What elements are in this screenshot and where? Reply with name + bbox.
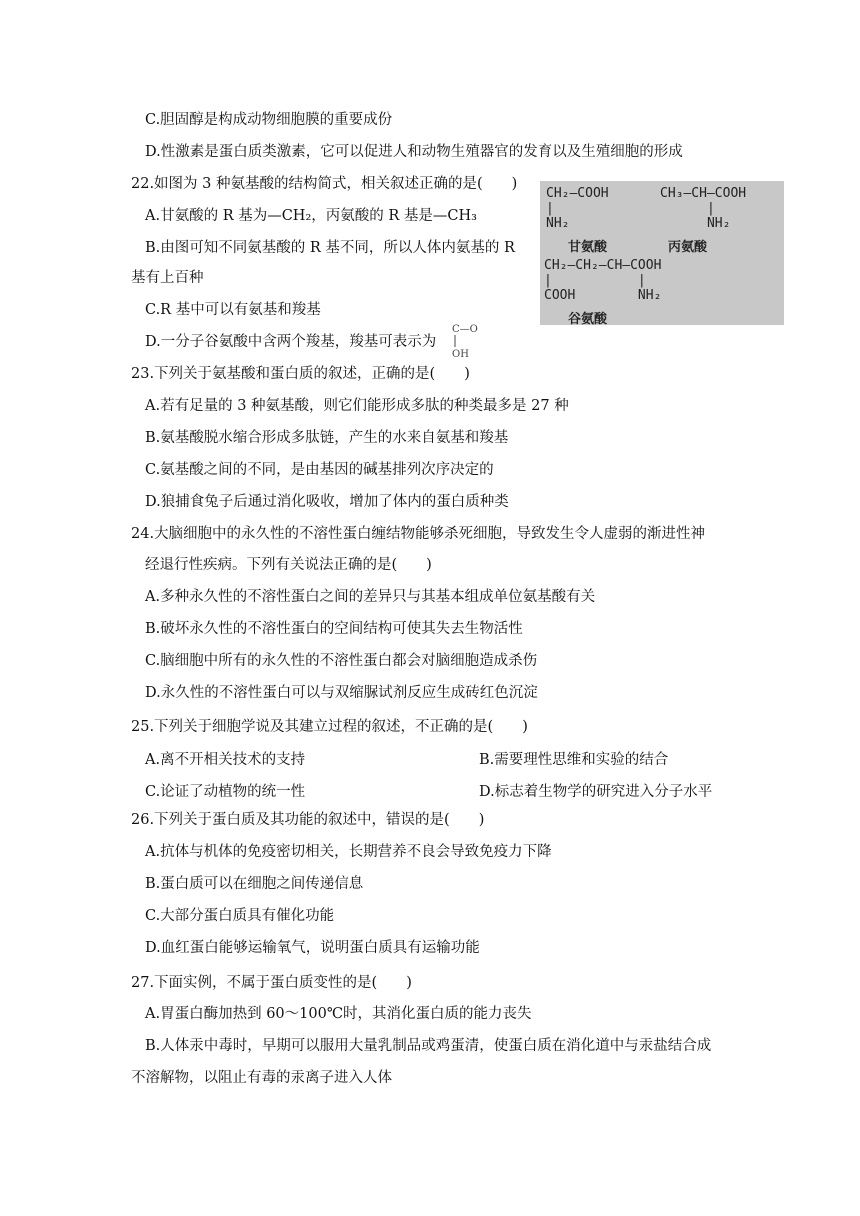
q22-option-a: A.甘氨酸的 R 基为—CH₂，丙氨酸的 R 基是—CH₃	[145, 208, 477, 224]
q22-option-b-cont: 基有上百种	[131, 270, 204, 286]
alanine-name: 丙氨酸	[668, 240, 708, 255]
q21-option-c: C.胆固醇是构成动物细胞膜的重要成份	[145, 112, 393, 128]
q27-option-b: B.人体汞中毒时，早期可以服用大量乳制品或鸡蛋清，使蛋白质在消化道中与汞盐结合成	[145, 1038, 712, 1054]
q26-option-b: B.蛋白质可以在细胞之间传递信息	[145, 876, 364, 892]
q24-option-a: A.多种永久性的不溶性蛋白之间的差异只与其基本组成单位氨基酸有关	[145, 589, 596, 605]
q22-option-b: B.由图可知不同氨基酸的 R 基不同，所以人体内氨基的 R	[145, 240, 515, 256]
q21-option-d: D.性激素是蛋白质类激素，它可以促进人和动物生殖器官的发育以及生殖细胞的形成	[145, 144, 683, 160]
glycine-name: 甘氨酸	[568, 240, 608, 255]
q27-option-b-cont: 不溶解物，以阻止有毒的汞离子进入人体	[131, 1070, 392, 1086]
q24-option-d: D.永久性的不溶性蛋白可以与双缩脲试剂反应生成砖红色沉淀	[145, 685, 538, 701]
q26-option-c: C.大部分蛋白质具有催化功能	[145, 908, 335, 924]
svg-text:OH: OH	[452, 349, 469, 358]
q23-option-c: C.氨基酸之间的不同，是由基因的碱基排列次序决定的	[145, 462, 494, 478]
glutamate-formula: CH₂—CH₂—CH—COOH | | COOH NH₂	[544, 258, 662, 303]
amino-acid-structure-figure	[540, 181, 784, 325]
q26-option-d: D.血红蛋白能够运输氧气，说明蛋白质具有运输功能	[145, 940, 480, 956]
q24-option-b: B.破坏永久性的不溶性蛋白的空间结构可使其失去生物活性	[145, 621, 523, 637]
q23-stem: 23.下列关于氨基酸和蛋白质的叙述，正确的是( )	[131, 366, 470, 382]
glutamate-name: 谷氨酸	[568, 312, 608, 327]
q22-stem: 22.如图为 3 种氨基酸的结构简式，相关叙述正确的是( )	[131, 176, 518, 192]
q23-option-d: D.狼捕食兔子后通过消化吸收，增加了体内的蛋白质种类	[145, 494, 509, 510]
q22-option-d: D.一分子谷氨酸中含两个羧基，羧基可表示为	[145, 334, 437, 350]
q22-option-c: C.R 基中可以有氨基和羧基	[145, 302, 321, 318]
q26-option-a: A.抗体与机体的免疫密切相关，长期营养不良会导致免疫力下降	[145, 844, 552, 860]
q26-stem: 26.下列关于蛋白质及其功能的叙述中，错误的是( )	[131, 812, 485, 828]
q25-option-d: D.标志着生物学的研究进入分子水平	[479, 784, 713, 800]
q24-stem-cont: 经退行性疾病。下列有关说法正确的是( )	[145, 557, 432, 573]
carboxyl-structure-glyph	[452, 322, 486, 358]
q27-option-a: A.胃蛋白酶加热到 60～100℃时，其消化蛋白质的能力丧失	[145, 1006, 532, 1022]
glycine-formula: CH₂—COOH | NH₂	[546, 186, 609, 231]
alanine-formula: CH₃—CH—COOH | NH₂	[660, 186, 747, 231]
q27-stem: 27.下面实例，不属于蛋白质变性的是( )	[131, 975, 412, 991]
q23-option-a: A.若有足量的 3 种氨基酸，则它们能形成多肽的种类最多是 27 种	[145, 398, 569, 414]
q24-option-c: C.脑细胞中所有的永久性的不溶性蛋白都会对脑细胞造成杀伤	[145, 653, 538, 669]
q23-option-b: B.氨基酸脱水缩合形成多肽链，产生的水来自氨基和羧基	[145, 430, 509, 446]
svg-text:C—O: C—O	[452, 324, 478, 335]
q25-option-c: C.论证了动植物的统一性	[145, 784, 306, 800]
q25-option-a: A.离不开相关技术的支持	[145, 752, 306, 768]
q25-option-b: B.需要理性思维和实验的结合	[479, 752, 669, 768]
q25-stem: 25.下列关于细胞学说及其建立过程的叙述，不正确的是( )	[131, 719, 528, 735]
q24-stem: 24.大脑细胞中的永久性的不溶性蛋白缠结物能够杀死细胞，导致发生令人虚弱的渐进性神	[131, 526, 706, 542]
